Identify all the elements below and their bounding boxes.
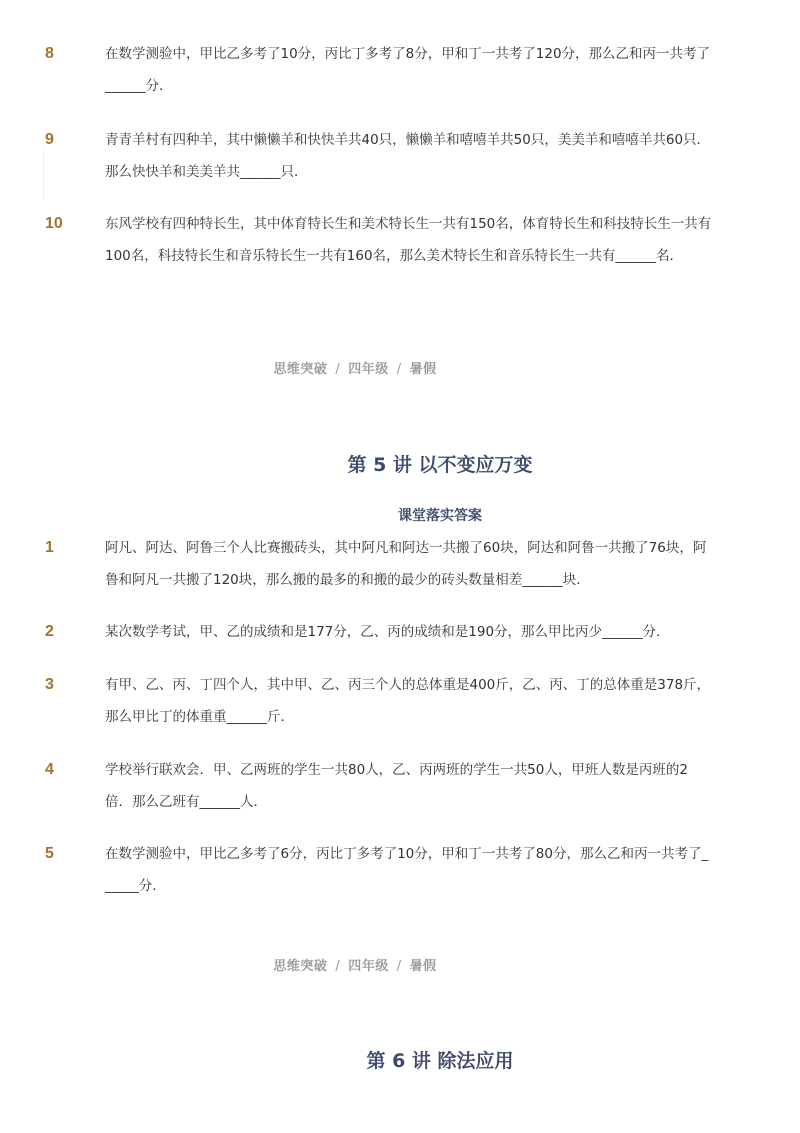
footer-term: 暑假 [409,362,437,377]
problem-number: 3 [45,676,54,693]
problem-number: 10 [45,215,63,232]
problem-number: 8 [45,45,54,62]
lecture-5-title: 第 5 讲 以不变应万变 [347,454,533,476]
problem-number: 9 [45,131,54,148]
footer-series: 思维突破 [273,959,328,974]
problem-text: 学校举行联欢会．甲、乙两班的学生一共80人，乙、丙两班的学生一共50人，甲班人数是丙班的2倍．那么乙班有______人． [105,762,688,810]
problem-text: 某次数学考试，甲、乙的成绩和是177分，乙、丙的成绩和是190分，那么甲比丙少______分． [105,624,670,640]
footer-separator: / [396,362,402,377]
footer-separator: / [396,959,402,974]
page-footer [0,955,710,974]
page-footer [0,358,710,377]
footer-series: 思维突破 [273,362,328,377]
problem-number: 2 [45,623,54,640]
problem-number: 1 [45,539,54,556]
footer-grade: 四年级 [348,959,389,974]
footer-separator: / [335,362,341,377]
problem-text: 在数学测验中，甲比乙多考了10分，丙比丁多考了8分，甲和丁一共考了120分，那么乙和丙一共考了______分． [105,46,711,94]
problem-text: 有甲、乙、丙、丁四个人，其中甲、乙、丙三个人的总体重是400斤，乙、丙、丁的总体重是378斤，那么甲比丁的体重重______斤． [105,677,711,725]
footer-separator: / [335,959,341,974]
problem-number: 5 [45,845,54,862]
lecture-5-subtitle: 课堂落实答案 [398,508,482,524]
footer-term: 暑假 [409,959,437,974]
margin-guide [43,150,44,200]
problem-text: 东风学校有四种特长生，其中体育特长生和美术特长生一共有150名，体育特长生和科技特长生一共有100名，科技特长生和音乐特长生一共有160名，那么美术特长生和音乐特长生一共有______名． [105,216,712,264]
footer-grade: 四年级 [348,362,389,377]
problem-text: 青青羊村有四种羊，其中懒懒羊和快快羊共40只，懒懒羊和嘻嘻羊共50只，美美羊和嘻嘻羊共60只．那么快快羊和美美羊共______只． [105,132,711,180]
lecture-6-title: 第 6 讲 除法应用 [366,1050,514,1072]
problem-number: 4 [45,761,54,778]
problem-text: 阿凡、阿达、阿鲁三个人比赛搬砖头，其中阿凡和阿达一共搬了60块，阿达和阿鲁一共搬了76块，阿鲁和阿凡一共搬了120块，那么搬的最多的和搬的最少的砖头数量相差______块． [105,540,707,588]
problem-text: 在数学测验中，甲比乙多考了6分，丙比丁多考了10分，甲和丁一共考了80分，那么乙和丙一共考了______分． [105,846,709,894]
